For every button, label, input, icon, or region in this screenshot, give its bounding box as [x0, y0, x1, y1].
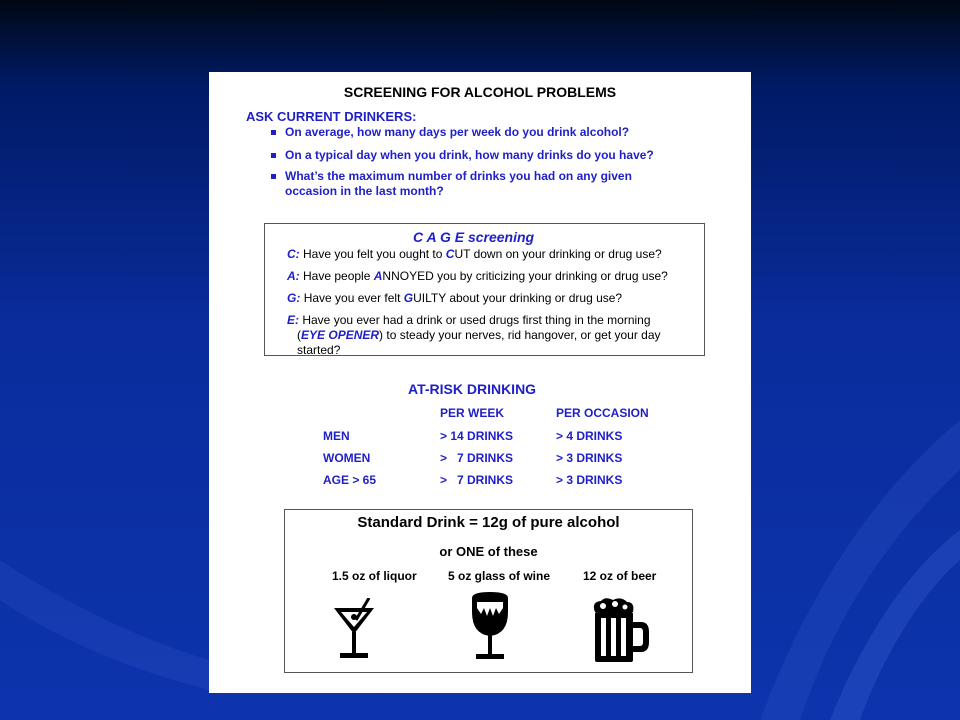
beer-label: 12 oz of beer: [583, 569, 657, 583]
col-header-per-week: PER WEEK: [440, 406, 505, 420]
ask-heading: ASK CURRENT DRINKERS:: [246, 109, 417, 124]
standard-drink-subtitle: or ONE of these: [439, 544, 538, 559]
cage-item-g: G: Have you ever felt GUILTY about your drinking or drug use?: [287, 291, 623, 305]
cage-item-c: C: Have you felt you ought to CUT down on your drinking or drug use?: [287, 247, 662, 261]
standard-drink-title: Standard Drink = 12g of pure alcohol: [357, 514, 620, 531]
question-1: On average, how many days per week do you drink alcohol?: [285, 125, 629, 140]
standard-drink-box: [284, 509, 693, 673]
beer-mug-icon: [589, 598, 653, 664]
cage-title: C A G E screening: [413, 229, 535, 245]
question-3: What’s the maximum number of drinks you had on any given occasion in the last month?: [285, 169, 632, 199]
screening-sheet: [209, 72, 751, 693]
cage-item-e: E: Have you ever had a drink or used drugs first thing in the morning (EYE OPENER) to steady your nerves, rid hangover, or get your day started?: [287, 313, 661, 357]
wine-label: 5 oz glass of wine: [448, 569, 551, 583]
martini-glass-icon: [332, 598, 376, 664]
cage-item-a: A: Have people ANNOYED you by criticizing your drinking or drug use?: [287, 269, 668, 283]
women-per-week: > 7 DRINKS: [440, 451, 514, 465]
liquor-label: 1.5 oz of liquor: [332, 569, 417, 583]
question-2: On a typical day when you drink, how many drinks do you have?: [285, 148, 654, 163]
women-per-occasion: > 3 DRINKS: [556, 451, 623, 465]
row-label-age: AGE > 65: [323, 473, 377, 487]
col-header-per-occasion: PER OCCASION: [556, 406, 649, 420]
page-title: SCREENING FOR ALCOHOL PROBLEMS: [343, 84, 617, 100]
men-per-occasion: > 4 DRINKS: [556, 429, 623, 443]
row-label-women: WOMEN: [323, 451, 371, 465]
age-per-occasion: > 3 DRINKS: [556, 473, 623, 487]
at-risk-title: AT-RISK DRINKING: [408, 381, 537, 397]
age-per-week: > 7 DRINKS: [440, 473, 514, 487]
men-per-week: > 14 DRINKS: [440, 429, 514, 443]
row-label-men: MEN: [323, 429, 350, 443]
cage-box: [264, 223, 705, 356]
wine-glass-icon: [468, 592, 512, 664]
